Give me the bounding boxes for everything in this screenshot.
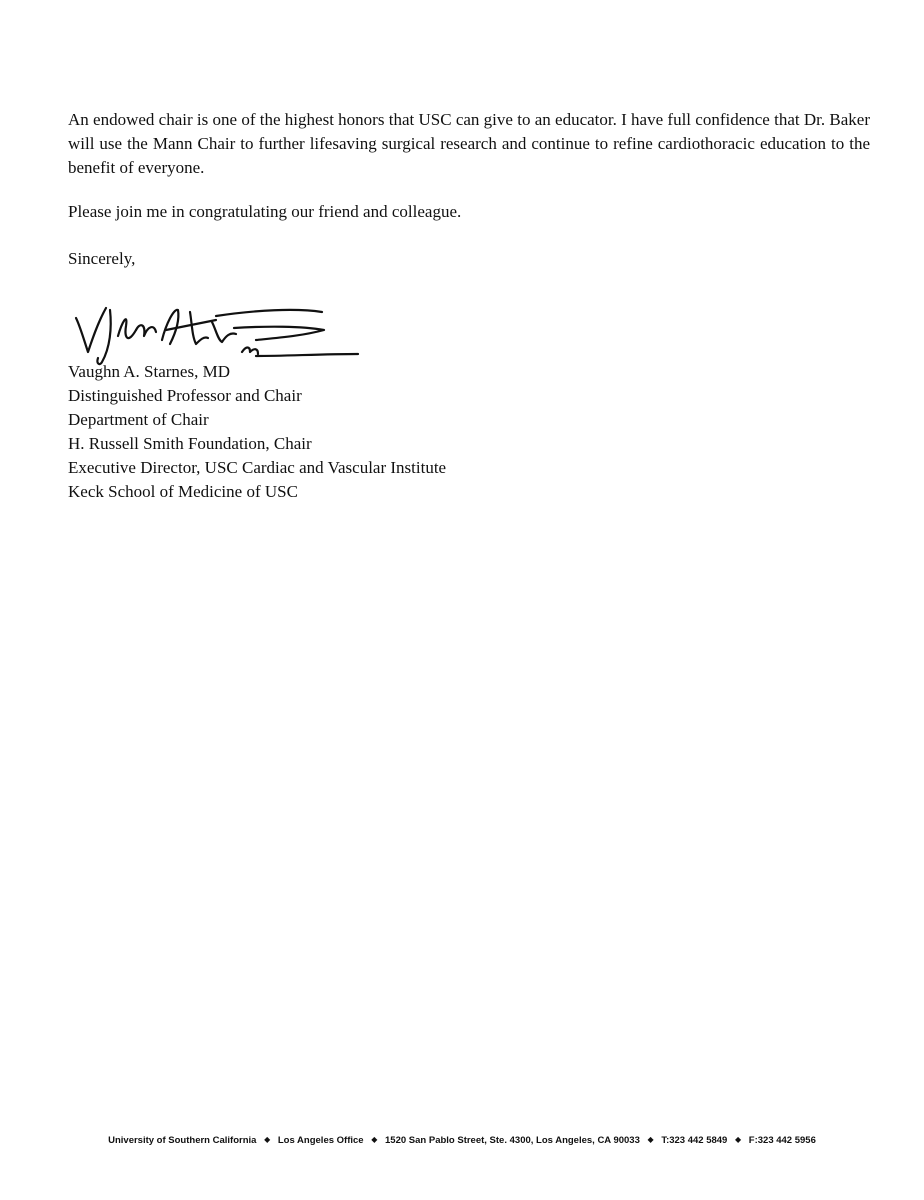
closing-salutation: Sincerely, (68, 249, 136, 268)
signatory-department: Department of Chair (68, 410, 209, 429)
signatory-foundation-chair: H. Russell Smith Foundation, Chair (68, 434, 312, 453)
footer-separator-icon: ◆ (371, 1135, 378, 1144)
footer-address: 1520 San Pablo Street, Ste. 4300, Los Angeles, CA 90033 (385, 1135, 640, 1146)
signatory-name: Vaughn A. Starnes, MD (68, 362, 230, 381)
signatory-executive-director: Executive Director, USC Cardiac and Vascular Institute (68, 458, 447, 477)
footer-separator-icon: ◆ (647, 1135, 654, 1144)
signatory-title: Distinguished Professor and Chair (68, 386, 302, 405)
footer-separator-icon: ◆ (264, 1135, 271, 1144)
body-paragraph-congratulations: Please join me in congratulating our friend and colleague. (68, 202, 462, 221)
signature-block (68, 360, 668, 504)
footer-institution: University of Southern California (108, 1135, 257, 1146)
body-paragraph-endowed-chair: An endowed chair is one of the highest honors that USC can give to an educator. I have full confidence that Dr. Baker will use the Mann Chair to further lifesaving surgical research and continue to refine cardiothoracic education to the benefit of everyone. (68, 110, 870, 177)
footer-office: Los Angeles Office (277, 1135, 364, 1146)
handwritten-signature (66, 296, 366, 368)
signatory-school: Keck School of Medicine of USC (68, 482, 298, 501)
footer-fax: F:323 442 5956 (748, 1135, 816, 1146)
footer-separator-icon: ◆ (734, 1135, 742, 1144)
footer-phone: T:323 442 5849 (661, 1135, 728, 1146)
letterhead-footer (0, 1135, 924, 1146)
